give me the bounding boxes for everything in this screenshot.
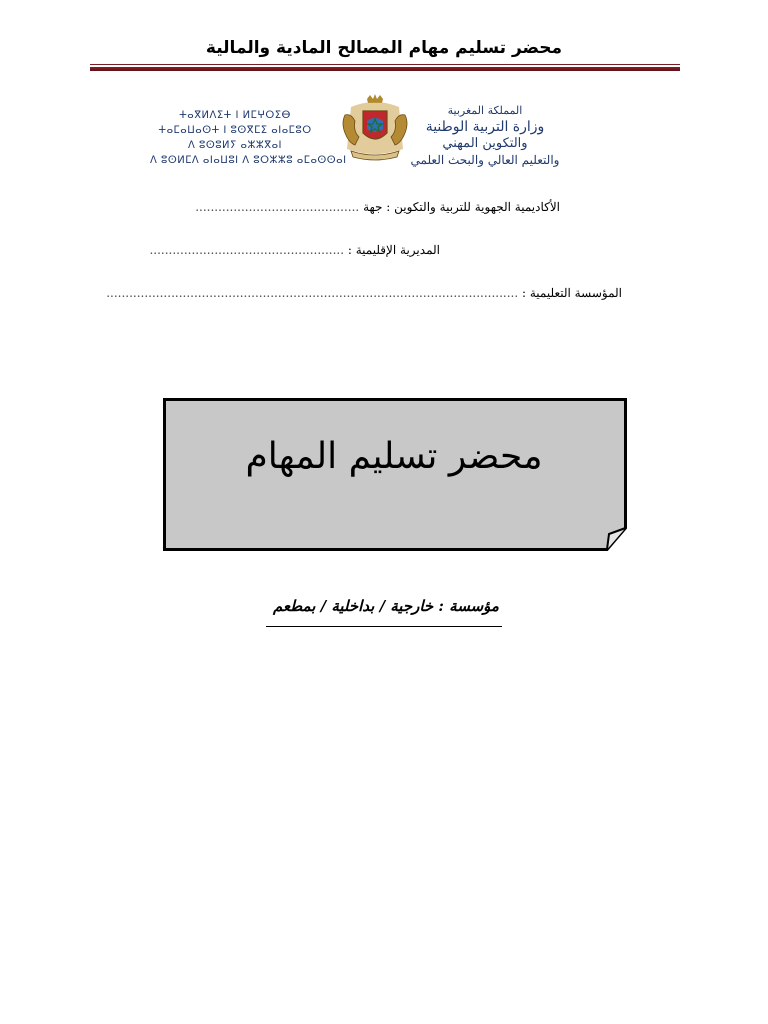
ministry-line-higher-education: والتعليم العالي والبحث العلمي — [410, 153, 560, 167]
ministry-line-kingdom: المملكة المغربية — [447, 104, 523, 117]
ministry-line-education: وزارة التربية الوطنية — [425, 119, 545, 135]
directorate-blank: ................................................... — [149, 243, 345, 257]
header-rule-thick — [90, 67, 680, 71]
academy-label: الأكاديمية الجهوية للتربية والتكوين : جهة — [363, 200, 560, 214]
banner-title: محضر تسليم المهام — [245, 436, 543, 477]
ministry-arabic-block — [395, 104, 575, 168]
institution-type-line: مؤسسة : خارجية / بداخلية / بمطعم — [273, 597, 499, 615]
tifinagh-line-3: ⴷ ⵓⵙⵓⵍⵢ ⴰⵣⵣⴳⴰⵏ — [188, 140, 282, 151]
institution-label: المؤسسة التعليمية : — [522, 286, 622, 300]
institution-type-underline — [266, 626, 502, 627]
institution-field — [106, 286, 622, 300]
ministry-line-training: والتكوين المهني — [442, 136, 528, 151]
tifinagh-line-4: ⴷ ⵓⵙⵍⵎⴷ ⴰⵏⴰⵡⵓⵏ ⴷ ⵓⵔⵣⵣⵓ ⴰⵎⴰⵙⵙⴰⵏ — [150, 155, 347, 166]
tifinagh-line-1: ⵜⴰⴳⵍⴷⵉⵜ ⵏ ⵍⵎⵖⵔⵉⴱ — [179, 110, 291, 121]
directorate-label: المديرية الإقليمية : — [347, 243, 440, 257]
tifinagh-line-2: ⵜⴰⵎⴰⵡⴰⵙⵜ ⵏ ⵓⵙⴳⵎⵉ ⴰⵏⴰⵎⵓⵔ — [158, 125, 312, 136]
academy-blank: ........................................... — [195, 200, 360, 214]
document-header-title: محضر تسليم مهام المصالح المادية والمالية — [205, 38, 563, 58]
institution-blank: ............................................................................................................ — [106, 286, 519, 300]
directorate-field — [149, 243, 440, 257]
title-banner — [163, 398, 625, 548]
academy-field — [195, 200, 560, 214]
tifinagh-ministry-block — [150, 108, 347, 168]
header-rule-thin — [90, 64, 680, 65]
